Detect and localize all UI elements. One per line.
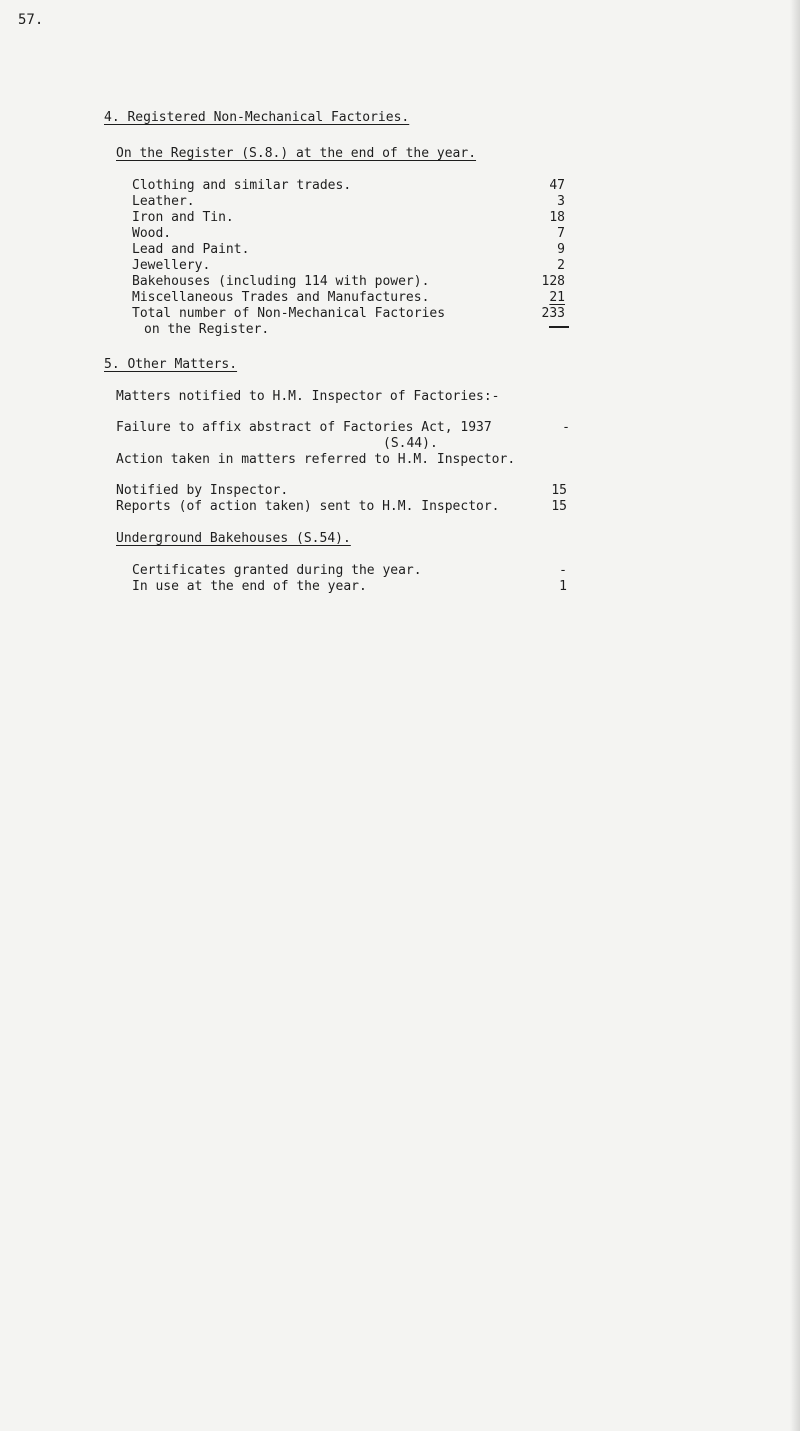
in-use-value: 1	[559, 579, 567, 594]
row-value: 21	[549, 290, 565, 305]
row-label: Miscellaneous Trades and Manufactures.	[132, 290, 430, 305]
action-heading: Action taken in matters referred to H.M. Inspector.	[116, 452, 516, 467]
notified-label: Notified by Inspector.	[116, 483, 289, 498]
page-edge-shadow	[790, 0, 800, 1431]
row-value: 3	[557, 194, 565, 209]
reports-value: 15	[551, 499, 567, 514]
row-label: Iron and Tin.	[132, 210, 234, 225]
row-label: Clothing and similar trades.	[132, 178, 352, 193]
reports-label: Reports (of action taken) sent to H.M. Inspector.	[116, 499, 500, 514]
row-label: Bakehouses (including 114 with power).	[132, 274, 430, 289]
section-4-subheading: On the Register (S.8.) at the end of the year.	[116, 146, 477, 161]
row-label: Jewellery.	[132, 258, 211, 273]
underground-heading: Underground Bakehouses (S.54).	[116, 531, 351, 546]
total-value: 233	[541, 306, 565, 321]
row-value: 18	[549, 210, 565, 225]
row-label: Leather.	[132, 194, 195, 209]
failure-label: Failure to affix abstract of Factories Act, 1937	[116, 420, 492, 435]
total-double-rule	[549, 326, 569, 328]
certificates-value: -	[559, 563, 567, 578]
section-5-heading: 5. Other Matters.	[104, 357, 238, 372]
failure-label-section: (S.44).	[383, 436, 438, 451]
total-label-continued: on the Register.	[144, 322, 270, 337]
notified-value: 15	[551, 483, 567, 498]
row-value: 47	[549, 178, 565, 193]
page-number: 57.	[18, 12, 44, 28]
total-label: Total number of Non-Mechanical Factories	[132, 306, 446, 321]
row-value: 128	[541, 274, 565, 289]
row-value: 7	[557, 226, 565, 241]
matters-intro: Matters notified to H.M. Inspector of Factories:-	[116, 389, 500, 404]
row-label: Lead and Paint.	[132, 242, 250, 257]
row-label: Wood.	[132, 226, 172, 241]
certificates-label: Certificates granted during the year.	[132, 563, 422, 578]
failure-value: -	[562, 420, 570, 435]
row-value: 9	[557, 242, 565, 257]
in-use-label: In use at the end of the year.	[132, 579, 367, 594]
section-4-heading: 4. Registered Non-Mechanical Factories.	[104, 110, 410, 125]
row-value: 2	[557, 258, 565, 273]
